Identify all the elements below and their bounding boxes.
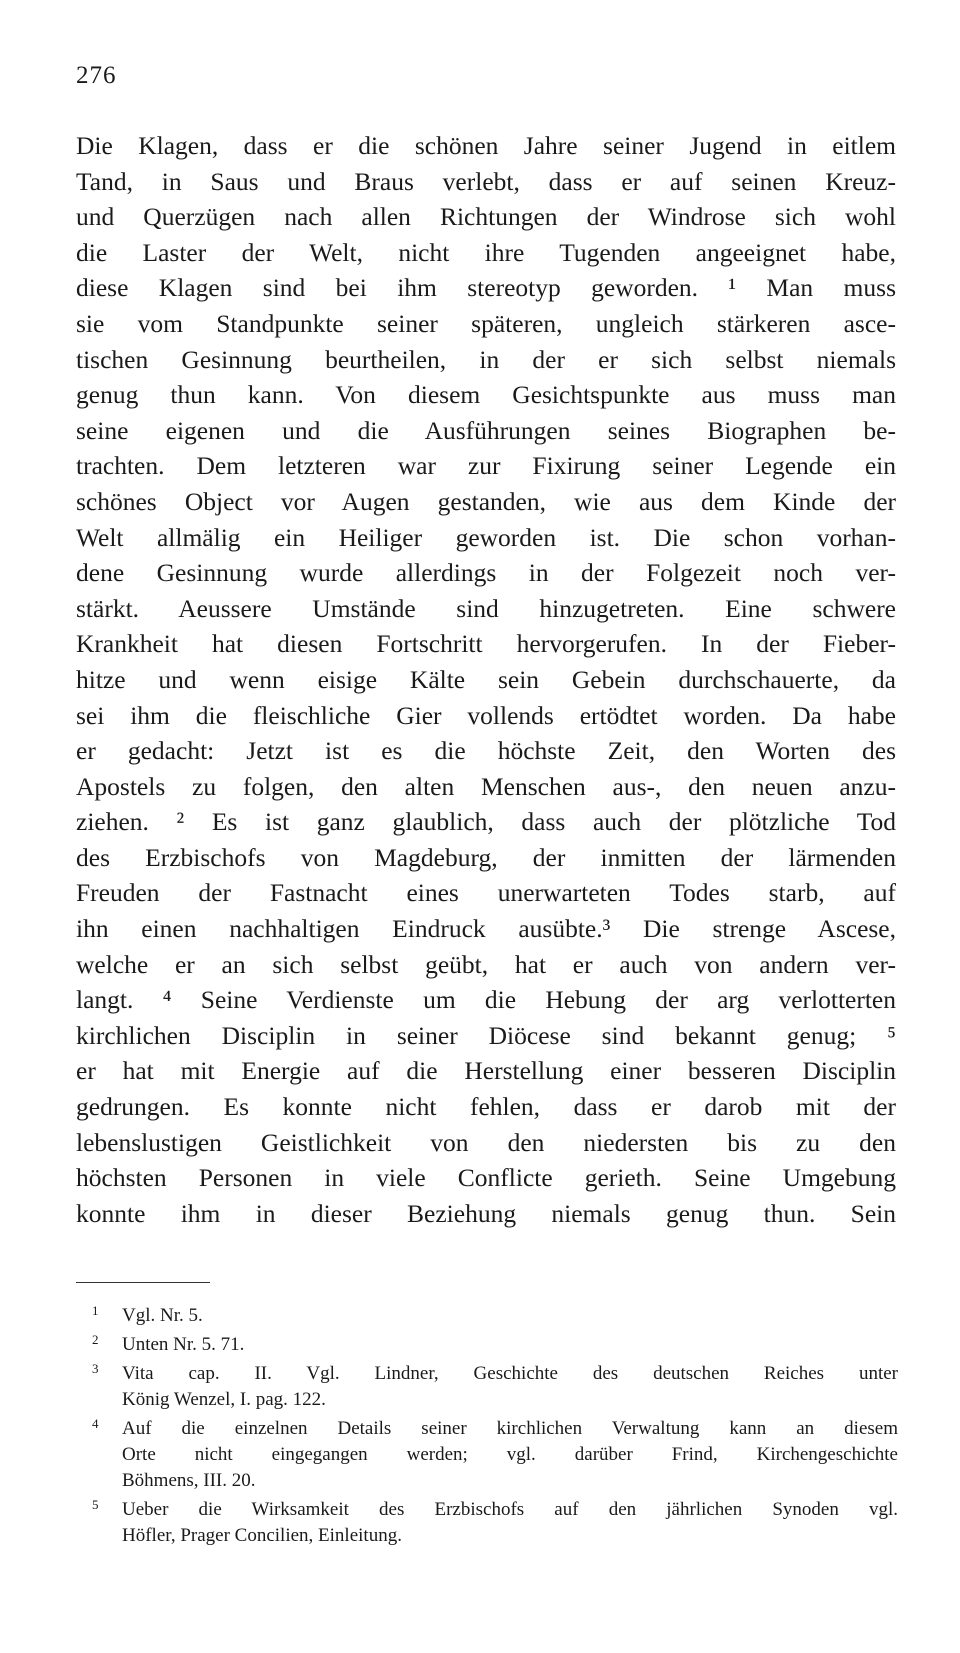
text-line: ihn einen nachhaltigen Eindruck ausübte.³ Die strenge Ascese, (76, 914, 896, 944)
text-line: kirchlichen Disciplin in seiner Diöcese sind bekannt genug; ⁵ (76, 1020, 896, 1050)
text-line: ziehen. ² Es ist ganz glaublich, dass auch der plötzliche Tod (76, 807, 896, 837)
text-line: schönes Object vor Augen gestanden, wie aus dem Kinde der (76, 486, 896, 516)
page-number: 276 (76, 62, 117, 89)
text-line: sei ihm die fleischliche Gier vollends ertödtet worden. Da habe (76, 700, 896, 730)
footnote (92, 1497, 898, 1549)
text-line: und Querzügen nach allen Richtungen der Windrose sich wohl (76, 202, 896, 232)
text-line: die Laster der Welt, nicht ihre Tugenden angeeignet habe, (76, 237, 896, 267)
footnote-marker: 3 (92, 1361, 99, 1376)
text-line: Freuden der Fastnacht eines unerwarteten Todes starb, auf (76, 878, 896, 908)
text-line: seine eigenen und die Ausführungen seines Biographen be- (76, 415, 896, 445)
footnote-divider (76, 1282, 210, 1283)
text-line: gedrungen. Es konnte nicht fehlen, dass er darob mit der (76, 1092, 896, 1122)
footnote (92, 1416, 898, 1494)
text-line: diese Klagen sind bei ihm stereotyp geworden. ¹ Man muss (76, 273, 896, 303)
footnote (92, 1361, 898, 1413)
footnote-line: Vita cap. II. Vgl. Lindner, Geschichte des deutschen Reiches unter (122, 1363, 898, 1384)
text-line: Apostels zu folgen, den alten Menschen aus-, den neuen anzu- (76, 771, 896, 801)
text-line: langt. ⁴ Seine Verdienste um die Hebung der arg verlotterten (76, 985, 896, 1015)
text-line: er gedacht: Jetzt ist es die höchste Zeit, den Worten des (76, 736, 896, 766)
text-line: trachten. Dem letzteren war zur Fixirung seiner Legende ein (76, 451, 896, 481)
text-line: höchsten Personen in viele Conflicte gerieth. Seine Umgebung (76, 1163, 896, 1193)
body-text (76, 128, 896, 1231)
text-line: sie vom Standpunkte seiner späteren, ungleich stärkeren asce- (76, 308, 896, 338)
text-line: Welt allmälig ein Heiliger geworden ist. Die schon vorhan- (76, 522, 896, 552)
footnote-marker: 4 (92, 1416, 99, 1431)
text-line: Tand, in Saus und Braus verlebt, dass er auf seinen Kreuz- (76, 166, 896, 196)
text-line: lebenslustigen Geistlichkeit von den niedersten bis zu den (76, 1127, 896, 1157)
footnote-line: Vgl. Nr. 5. (122, 1305, 203, 1326)
text-line: genug thun kann. Von diesem Gesichtspunkte aus muss man (76, 380, 896, 410)
text-line: Die Klagen, dass er die schönen Jahre seiner Jugend in eitlem (76, 131, 896, 160)
footnote (92, 1303, 898, 1329)
footnote-line: Höfler, Prager Concilien, Einleitung. (122, 1525, 402, 1546)
text-line: des Erzbischofs von Magdeburg, der inmitten der lärmenden (76, 842, 896, 872)
text-line: konnte ihm in dieser Beziehung niemals genug thun. Sein (76, 1198, 896, 1228)
text-line: stärkt. Aeussere Umstände sind hinzugetreten. Eine schwere (76, 593, 896, 623)
footnote (92, 1332, 898, 1358)
footnote-line: Böhmens, III. 20. (122, 1470, 256, 1491)
text-line: er hat mit Energie auf die Herstellung einer besseren Disciplin (76, 1056, 896, 1086)
footnote-marker: 5 (92, 1497, 99, 1512)
footnote-marker: 1 (92, 1303, 99, 1318)
footnote-line: Auf die einzelnen Details seiner kirchlichen Verwaltung kann an diesem (122, 1418, 898, 1439)
text-line: welche er an sich selbst geübt, hat er auch von andern ver- (76, 949, 896, 979)
text-line: tischen Gesinnung beurtheilen, in der er sich selbst niemals (76, 344, 896, 374)
footnote-marker: 2 (92, 1332, 99, 1347)
footnote-line: Ueber die Wirksamkeit des Erzbischofs auf den jährlichen Synoden vgl. (122, 1499, 898, 1520)
footnotes (92, 1303, 898, 1549)
footnote-line: Orte nicht eingegangen werden; vgl. darüber Frind, Kirchengeschichte (122, 1444, 898, 1465)
footnote-line: Unten Nr. 5. 71. (122, 1334, 245, 1355)
text-line: dene Gesinnung wurde allerdings in der Folgezeit noch ver- (76, 558, 896, 588)
text-line: Krankheit hat diesen Fortschritt hervorgerufen. In der Fieber- (76, 629, 896, 659)
text-line: hitze und wenn eisige Kälte sein Gebein durchschauerte, da (76, 664, 896, 694)
footnote-line: König Wenzel, I. pag. 122. (122, 1389, 326, 1410)
